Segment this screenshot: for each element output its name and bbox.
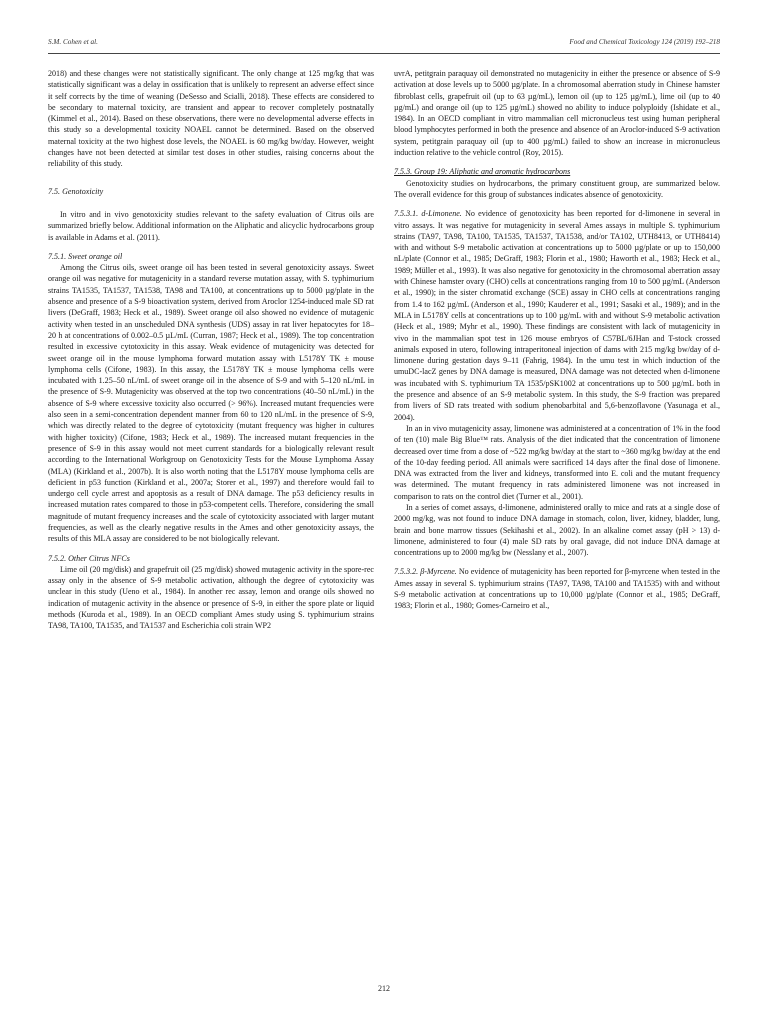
paragraph-text: No evidence of genotoxicity has been reported for d-limonene in several in vitro assays. It was negative for mutagenicity in several Ames assays in multiple S. typhimurium strains (TA97, TA98, TA100, TA1535, TA1537, TA1538, and/or TA102, UTH8413, or UTH8414) with and without S-9 metabolic activation at concentrations up to 5000 µg/plate or up to 150,000 nL/plate (Connor et al., 1985; DeGraff, 1983; Florin et al., 1980; Haworth et al., 1983; Heck et al., 1989; Müller et al., 1993). It was also negative for genotoxicity in the chromosomal aberration assay with Chinese hamster ovary (CHO) cells at concentrations ranging from 10 to 500 µg/mL (Anderson et al., 1990); in the sister chromatid exchange (SCE) assay in CHO cells at concentrations ranging from 1.4 to 162 µg/mL (Anderson et al., 1990; Kauderer et al., 1991; Sasaki et al., 1989); and in the MLA in L5178Y cells at concentrations up to 100 µg/mL with and without S-9 metabolic activation (Heck et al., 1989; Myhr et al., 1990). These findings are consistent with lack of mutagenicity in vivo in the mammalian spot test in 126 mouse embryos of C57BL/6JHan and T-stock crossed animals exposed in utero, following intraperitoneal injection of dams with 215 mg/kg bw/day of d-limonene during gestation days 9–11 (Fahrig, 1984). In the umu test in which induction of the umuDC-lacZ genes by DNA damage is measured, DNA damage was not detected when d-limonene was incubated with S. typhimurium TA 1535/pSK1002 at concentrations up to 500 µg/mL both in the presence and absence of an S-9 metabolic system. In this study, the S-9 fraction was prepared from livers of SD rats treated with sodium phenobarbital and 5,6-benzoflavone (Yasunaga et al., 2004). [394, 209, 720, 422]
paragraph-text: No evidence of mutagenicity has been reported for β-myrcene when tested in the Ames assay in several S. typhimurium strains (TA97, TA98, TA100 and TA1535) with and without S-9 metabolic activation at concentrations up to 10,000 µg/plate (Connor et al., 1985; DeGraff, 1983; Florin et al., 1980; Gomes-Carneiro et al., [394, 567, 720, 611]
paragraph: uvrA, petitgrain paraquay oil demonstrated no mutagenicity in either the presence or absence of S-9 activation at dose levels up to 5000 µg/plate. In a chromosomal aberration study in Chinese hamster fibroblast cells, grapefruit oil (up to 63 µg/mL), lemon oil (up to 125 µg/mL), lime oil (up to 40 µg/mL) and orange oil (up to 125 µg/mL) showed no ability to induce polyploidy (Ishidate et al., 1984). In an OECD compliant in vitro mammalian cell micronucleus test using human peripheral blood lymphocytes performed in both the presence and absence of an Aroclor-induced S-9 activation system, petitgrain paraquay oil (up to 400 µg/mL) failed to show an increase in micronucleus induction relative to the vehicle control (Roy, 2015). [394, 69, 720, 158]
paragraph: 2018) and these changes were not statistically significant. The only change at 125 mg/kg that was statistically significant was a delay in ossification that is unlikely to represent an adverse effect since it self corrects by the time of weaning (DeSesso and Scialli, 2018). These effects are considered to be secondary to maternal toxicity, are transient and appear to recover completely postnatally (Kimmel et al., 2014). Based on these observations, there were no developmental adverse effects in this study so a developmental toxicity NOAEL cannot be determined. Based on the observed maternal toxicity at the two highest dose levels, the NOAEL is 60 mg/kg bw/day. However, weight changes have not been detected at similar test doses in other studies, raising concerns about the reliability of this study. [48, 69, 374, 169]
right-column [394, 68, 720, 612]
paragraph-myrcene [394, 566, 720, 611]
paragraph-d-limonene [394, 208, 720, 423]
paragraph: In a series of comet assays, d-limonene, administered orally to mice and rats at a single dose of 2000 mg/kg, was not found to induce DNA damage in stomach, colon, liver, kidney, bladder, lung, brain and bone marrow tissues (Sekihashi et al., 2002). In an alkaline comet assay (pH > 13) d-limonene, administered to four (4) male SD rats by oral gavage, did not induce DNA damage at concentrations up to 2000 mg/kg bw (Nesslany et al., 2007). [394, 502, 720, 558]
header-rule [48, 53, 720, 54]
subsubsection-heading-d-limonene: 7.5.3.1. d-Limonene. [394, 209, 462, 219]
paragraph: Lime oil (20 mg/disk) and grapefruit oil (25 mg/disk) showed mutagenic activity in the spore-rec assay only in the absence of S-9 metabolic activation, although the degree of cytotoxicity was unclear in this study (Ueno et al., 1984). In another rec assay, lemon and orange oils showed no indication of mutagenic activity in the absence or presence of S-9, in either the spore plate or liquid methods (Kuroda et al., 1989). In an OECD compliant Ames study using S. typhimurium strains TA98, TA100, TA1535, and TA1537 and Escherichia coli strain WP2 [48, 564, 374, 631]
subsection-heading-sweet-orange-oil: 7.5.1. Sweet orange oil [48, 251, 123, 261]
left-column [48, 68, 374, 632]
paragraph: In an in vivo mutagenicity assay, limonene was administered at a concentration of 1% in the food of ten (10) male Big Blue™ rats. Analysis of the diet indicated that the concentration of limonene decreased over time from a dose of ~522 mg/kg bw/day at the start to ~360 mg/kg bw/day at the end of the 10-day feeding period. All animals were sacrificed 14 days after the final dose of limonene. DNA was extracted from the liver and kidneys, transformed into E. coli and the mutant frequency was determined. The mutant frequency in rats administered limonene was not increased in comparison to rats on the control diet (Turner et al., 2001). [394, 423, 720, 501]
page-number: 212 [378, 984, 390, 993]
paragraph: Genotoxicity studies on hydrocarbons, the primary constituent group, are summarized below. The overall evidence for this group of substances indicates absence of genotoxicity. [394, 178, 720, 199]
section-heading-genotoxicity: 7.5. Genotoxicity [48, 186, 104, 196]
paragraph: In vitro and in vivo genotoxicity studies relevant to the safety evaluation of Citrus oils are summarized briefly below. Additional information on the Aliphatic and alicyclic hydrocarbons group is available in Adams et al. (2011). [48, 209, 374, 242]
subsection-heading-other-citrus: 7.5.2. Other Citrus NFCs [48, 553, 130, 563]
paragraph: Among the Citrus oils, sweet orange oil has been tested in several genotoxicity assays. Sweet orange oil was negative for mutagenicity in a standard reverse mutation assay, with S. typhimurium strains TA1535, TA1537, TA1538, TA98 and TA100, at concentrations up to 5000 µg/plate in the absence and presence of a S-9 bioactivation system, derived from Aroclor 1254-induced male SD rat livers (DeGraff, 1983; Heck et al., 1989). Sweet orange oil also showed no evidence of mutagenic activity when tested in an unscheduled DNA synthesis (UDS) assay in rat liver hepatocytes for 18–20 h at concentrations of 0.002–0.5 µL/mL (Curran, 1987; Heck et al., 1989). The top concentration resulted in excessive cytotoxicity in this assay. Weak evidence of mutagenicity was detected for sweet orange oil in the mouse lymphoma forward mutation assay with L5178Y TK ± mouse lymphoma cells (Cifone, 1983). In this assay, the L5178Y TK ± mouse lymphoma cells were incubated with 1.25–50 nL/mL of sweet orange oil in the absence of S-9 and with 5–120 nL/mL in the presence of S-9. Mutagenicity was observed at the top two concentrations (40–50 nL/mL) in the absence of S-9 where excessive toxicity also occurred (> 96%). Increased mutant frequencies were also seen in a semi-concentration dependent manner from 60 to 120 nL/mL in the presence of S-9, which was directly related to the degree of cytotoxicity (mutant frequency was higher in cultures with higher toxicity) (Cifone, 1983; Heck et al., 1989). The increased mutant frequencies in the presence of S-9 in this assay would not meet current standards for a biologically relevant result according to the International Workgroup on Genotoxicity Tests for the Mouse Lymphoma Assay (MLA) (Kirkland et al., 2007b). It is also worth noting that the L5178Y mouse lymphoma cells are deficient in p53 function (Kirkland et al., 2007a; Storer et al., 1997) and therefore would fail to undergo cell cycle arrest and apoptosis as a result of DNA damage. The p53 deficiency results in increased mutation rates compared to those in p53-competent cells. Therefore, considering the small magnitude of mutant frequency increases and the scale of cytotoxicity associated with larger mutant frequencies, as well as the clearly negative results in the Ames and other genotoxicity assays, the results of this MLA assay are considered to be not biologically relevant. [48, 263, 374, 544]
running-header-authors: S.M. Cohen et al. [48, 38, 98, 46]
subsection-heading-group-19: 7.5.3. Group 19: Aliphatic and aromatic hydrocarbons [394, 167, 571, 177]
running-header-journal: Food and Chemical Toxicology 124 (2019) 192–218 [569, 38, 720, 46]
subsubsection-heading-myrcene: 7.5.3.2. β-Myrcene. [394, 567, 457, 577]
